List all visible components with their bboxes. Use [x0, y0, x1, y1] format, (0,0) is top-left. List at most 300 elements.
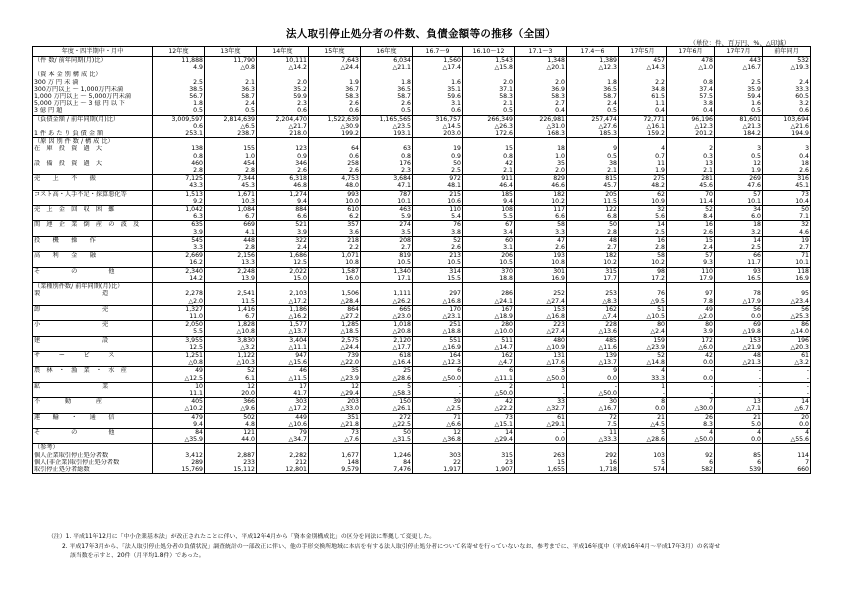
table-cell: 47	[515, 236, 567, 244]
table-cell: △9.5	[619, 298, 667, 306]
table-cell: △14.7	[463, 344, 515, 352]
table-row	[33, 79, 811, 86]
table-cell: 228	[567, 321, 619, 329]
table-cell: 71	[763, 252, 811, 260]
table-cell: 2.5	[619, 229, 667, 237]
table-cell: 41.7	[257, 390, 309, 398]
table-cell: 18.8	[463, 275, 515, 283]
table-cell: 15	[515, 459, 567, 466]
table-cell: 1.9	[309, 79, 361, 86]
table-cell: 6,034	[361, 57, 413, 65]
table-cell: 8	[619, 398, 667, 406]
table-cell: 947	[257, 351, 309, 359]
table-cell	[619, 138, 667, 146]
table-cell: 1,587	[309, 267, 361, 275]
table-cell: △20.8	[361, 328, 413, 336]
table-cell: 2.8	[205, 167, 257, 175]
table-cell: 2,887	[205, 452, 257, 459]
table-cell: 205	[567, 190, 619, 198]
table-cell: 49	[153, 367, 205, 375]
table-cell: 9.2	[153, 198, 205, 206]
table-cell: 884	[257, 206, 309, 214]
table-cell: 215	[413, 190, 463, 198]
table-cell: △15.8	[463, 64, 515, 71]
table-cell: 2.7	[515, 100, 567, 107]
table-cell: 0.9	[413, 153, 463, 160]
table-cell: 303	[413, 452, 463, 459]
row-label: （負債金額 / 前年同期(月)比）	[33, 115, 153, 123]
table-cell: 2.5	[153, 79, 205, 86]
table-cell: 3.8	[413, 229, 463, 237]
table-cell: 58.7	[205, 93, 257, 100]
table-cell: 479	[153, 413, 205, 421]
table-cell: 1,084	[205, 206, 257, 214]
table-cell: 52	[619, 351, 667, 359]
row-label	[33, 421, 153, 429]
table-cell: △17.7	[361, 344, 413, 352]
table-cell: △8.3	[567, 298, 619, 306]
table-cell: 172.6	[463, 130, 515, 138]
table-cell	[205, 138, 257, 146]
table-cell	[153, 283, 205, 291]
table-row	[33, 57, 811, 65]
table-cell: 97	[667, 290, 715, 297]
table-row	[33, 328, 811, 336]
table-cell: △23.0	[361, 313, 413, 321]
table-cell: 0.5	[361, 107, 413, 115]
table-cell: △50.0	[567, 390, 619, 398]
table-cell: 252	[515, 290, 567, 297]
table-cell: 206	[463, 252, 515, 260]
table-cell: 457	[619, 57, 667, 65]
row-label: 取引停止処分者総数	[33, 466, 153, 474]
table-cell: 3.5	[361, 229, 413, 237]
table-cell	[515, 444, 567, 452]
table-cell: 0.5	[715, 107, 763, 115]
table-cell: 911	[463, 175, 515, 183]
table-cell: 739	[309, 351, 361, 359]
table-cell: 7.5	[567, 421, 619, 429]
table-cell: 6	[667, 459, 715, 466]
table-cell: 2.4	[667, 244, 715, 252]
table-cell: 16.9	[515, 275, 567, 283]
table-cell: 10.5	[361, 259, 413, 267]
table-cell: 9	[567, 367, 619, 375]
table-cell: 3.2	[763, 100, 811, 107]
table-cell	[715, 444, 763, 452]
table-cell: 1,522,639	[309, 115, 361, 123]
table-cell: 23	[463, 459, 515, 466]
table-cell: △31.5	[361, 436, 413, 444]
table-cell: 2.7	[361, 244, 413, 252]
table-cell: 7,476	[361, 466, 413, 474]
row-label: 5,000 万円以上 ～ 3 億 円 以 下	[33, 100, 153, 107]
table-cell	[619, 444, 667, 452]
table-cell: 48.1	[413, 182, 463, 190]
table-cell: 9	[567, 145, 619, 152]
table-cell: 35.9	[715, 86, 763, 93]
table-cell: 176	[361, 160, 413, 167]
table-cell: 58.3	[515, 93, 567, 100]
table-cell	[567, 283, 619, 291]
table-cell: 10.0	[309, 198, 361, 206]
table-cell: 665	[361, 305, 413, 313]
header-label: 年度・四半期中・月中	[33, 47, 153, 57]
row-label	[33, 328, 153, 336]
table-cell: 3.4	[463, 229, 515, 237]
table-cell: △17.9	[715, 298, 763, 306]
table-cell	[515, 138, 567, 146]
table-cell: 13	[715, 398, 763, 406]
row-label: サ ー ビ ス	[33, 351, 153, 359]
row-label: 300 万 円 未 満	[33, 79, 153, 86]
table-cell: 218	[309, 236, 361, 244]
table-cell: 167	[463, 305, 515, 313]
table-row	[33, 459, 811, 466]
table-cell: 6.6	[515, 213, 567, 221]
table-cell: 2,814,639	[205, 115, 257, 123]
table-cell: 2,278	[153, 290, 205, 297]
table-cell: 539	[715, 466, 763, 474]
table-cell: 443	[715, 57, 763, 65]
table-cell: △16.7	[567, 405, 619, 413]
table-cell: △32.7	[515, 405, 567, 413]
table-cell: 3.1	[413, 100, 463, 107]
table-cell: △19.3	[763, 64, 811, 71]
header-period: 前年同月	[763, 47, 811, 57]
row-label: 300万円以上 ～ 1,000万円未満	[33, 86, 153, 93]
table-row	[33, 229, 811, 237]
table-cell: 35.1	[413, 86, 463, 93]
table-row	[33, 175, 811, 183]
table-cell: 18	[515, 145, 567, 152]
table-cell: 2,575	[309, 336, 361, 344]
table-cell: 0.4	[763, 153, 811, 160]
table-cell: △24.4	[309, 344, 361, 352]
table-cell: 69	[715, 321, 763, 329]
table-cell: 3	[763, 145, 811, 152]
table-cell: 511	[463, 336, 515, 344]
table-cell: 2.8	[567, 229, 619, 237]
table-cell: 2.4	[257, 244, 309, 252]
table-cell: 76	[619, 290, 667, 297]
table-cell	[715, 138, 763, 146]
table-cell: △10.5	[619, 313, 667, 321]
table-cell: △21.1	[361, 64, 413, 71]
table-cell: 2,103	[257, 290, 309, 297]
table-cell: △7.1	[715, 405, 763, 413]
table-cell: 52	[205, 367, 257, 375]
table-cell	[667, 444, 715, 452]
table-cell: 0.5	[463, 107, 515, 115]
table-cell: △15.1	[463, 421, 515, 429]
table-cell: 35.2	[257, 86, 309, 93]
table-cell: 122	[567, 206, 619, 214]
table-cell	[153, 444, 205, 452]
table-cell: 213	[413, 252, 463, 260]
table-cell: 448	[205, 236, 257, 244]
table-cell: △27.4	[515, 298, 567, 306]
table-cell: 22	[413, 459, 463, 466]
table-cell: -	[715, 382, 763, 390]
table-cell: 1,071	[309, 252, 361, 260]
table-cell	[463, 71, 515, 78]
table-cell: 2.7	[567, 244, 619, 252]
table-cell: 7,344	[205, 175, 257, 183]
footnotes	[48, 533, 828, 562]
row-label: 投 機 操 作	[33, 236, 153, 244]
table-cell: △26.3	[463, 123, 515, 130]
header-period: 17年5月	[619, 47, 667, 57]
table-cell: 3	[715, 145, 763, 152]
table-row	[33, 405, 811, 413]
row-label: 製 造	[33, 290, 153, 297]
table-cell: 9.4	[463, 198, 515, 206]
table-cell: 110	[413, 206, 463, 214]
table-cell: 4.1	[205, 229, 257, 237]
table-cell: 21	[619, 413, 667, 421]
table-cell: 10.2	[619, 259, 667, 267]
table-cell	[413, 283, 463, 291]
table-cell: △14.3	[619, 64, 667, 71]
table-cell: 11.7	[715, 259, 763, 267]
table-cell: 316	[763, 175, 811, 183]
table-cell: △30.0	[667, 405, 715, 413]
table-cell: △19.8	[715, 328, 763, 336]
table-cell: △50.0	[463, 390, 515, 398]
table-cell: 95	[763, 290, 811, 297]
table-cell: 2,022	[257, 267, 309, 275]
table-cell: 199.2	[309, 130, 361, 138]
row-label: そ の 他	[33, 267, 153, 275]
table-cell: 59.4	[715, 93, 763, 100]
table-cell: △13.7	[567, 359, 619, 367]
table-cell	[619, 71, 667, 78]
table-cell: 787	[361, 190, 413, 198]
table-cell: 366	[205, 398, 257, 406]
table-cell: 12	[715, 160, 763, 167]
table-cell: 2,669	[153, 252, 205, 260]
table-cell: 669	[205, 221, 257, 229]
table-cell: 3.9	[667, 328, 715, 336]
table-cell: △7.6	[309, 436, 361, 444]
table-cell: △24.1	[463, 298, 515, 306]
table-cell: △16.7	[715, 64, 763, 71]
table-cell: 212	[257, 459, 309, 466]
table-cell: 43.3	[153, 182, 205, 190]
row-label	[33, 167, 153, 175]
table-cell: △20.1	[515, 64, 567, 71]
table-cell: 0.4	[619, 107, 667, 115]
table-cell: 50	[567, 221, 619, 229]
table-cell: 64	[309, 145, 361, 152]
table-cell	[309, 444, 361, 452]
table-cell: -	[567, 382, 619, 390]
table-cell: 1.8	[361, 79, 413, 86]
table-cell: 35	[515, 160, 567, 167]
table-cell: 93	[715, 267, 763, 275]
table-cell: 272	[361, 413, 413, 421]
table-cell: 351	[309, 413, 361, 421]
table-cell: 10.5	[463, 259, 515, 267]
table-cell: 12.5	[257, 259, 309, 267]
table-cell: 14	[463, 428, 515, 436]
table-cell: 0.4	[515, 107, 567, 115]
table-cell: 56.7	[153, 93, 205, 100]
header-row	[33, 47, 811, 57]
table-row	[33, 236, 811, 244]
table-cell: 63	[361, 145, 413, 152]
table-cell: 172	[667, 336, 715, 344]
table-cell: 9.3	[667, 259, 715, 267]
table-cell: 6.6	[257, 213, 309, 221]
table-cell: 0.6	[309, 107, 361, 115]
table-cell: 3.3	[515, 229, 567, 237]
table-cell: 72,771	[619, 115, 667, 123]
table-row	[33, 466, 811, 474]
table-cell: 11.0	[153, 313, 205, 321]
table-cell: 1,686	[257, 252, 309, 260]
table-cell: 117	[515, 206, 567, 214]
table-cell: 148	[309, 459, 361, 466]
table-cell: △22.2	[463, 405, 515, 413]
table-cell: △27.4	[515, 328, 567, 336]
table-cell: 52	[667, 206, 715, 214]
row-label: （業種別件数/ 前年同期(月)比）	[33, 283, 153, 291]
table-cell: 7	[763, 459, 811, 466]
table-cell: 3,009,597	[153, 115, 205, 123]
table-cell: 42	[667, 351, 715, 359]
table-cell	[667, 71, 715, 78]
table-cell: 2.1	[205, 79, 257, 86]
table-cell: 78	[715, 290, 763, 297]
table-row	[33, 64, 811, 71]
table-row	[33, 259, 811, 267]
table-cell: 6.8	[567, 213, 619, 221]
table-cell: △28.4	[309, 298, 361, 306]
row-label: 設 備 投 資 過 大	[33, 160, 153, 167]
table-cell: 16	[619, 236, 667, 244]
table-cell: △36.8	[413, 436, 463, 444]
table-cell: △0.8	[153, 359, 205, 367]
table-cell: 33.3	[619, 375, 667, 383]
table-cell: 58.7	[361, 93, 413, 100]
table-cell: 2.1	[667, 167, 715, 175]
table-cell: 114	[763, 452, 811, 459]
table-row	[33, 86, 811, 93]
row-label: 不 動 産	[33, 398, 153, 406]
row-label	[33, 64, 153, 71]
table-cell: △2.5	[413, 405, 463, 413]
table-cell: 14	[715, 236, 763, 244]
table-cell: 7	[667, 398, 715, 406]
header-period: 15年度	[309, 47, 361, 57]
table-cell: 16.0	[309, 275, 361, 283]
table-row	[33, 298, 811, 306]
table-cell: 1,042	[153, 206, 205, 214]
header-period: 17年6月	[667, 47, 715, 57]
table-cell: 258	[309, 160, 361, 167]
table-cell: 545	[153, 236, 205, 244]
table-cell: 45.1	[763, 182, 811, 190]
table-cell: 45.7	[567, 182, 619, 190]
table-cell: 405	[153, 398, 205, 406]
table-cell: 10.8	[515, 259, 567, 267]
table-cell: △3.2	[205, 344, 257, 352]
table-cell: 1,907	[463, 466, 515, 474]
table-cell: 81,601	[715, 115, 763, 123]
statistics-table	[32, 46, 811, 474]
table-cell: △21.3	[715, 123, 763, 130]
table-cell: 35	[309, 367, 361, 375]
table-cell: 57	[667, 252, 715, 260]
table-cell: 11.4	[667, 198, 715, 206]
table-cell: 289	[153, 459, 205, 466]
table-cell	[257, 138, 309, 146]
table-cell: 226,981	[515, 115, 567, 123]
table-cell: 79	[257, 428, 309, 436]
table-cell: 1,165,565	[361, 115, 413, 123]
table-cell: 32	[763, 221, 811, 229]
table-cell: 2.4	[763, 79, 811, 86]
table-cell	[361, 444, 413, 452]
table-cell: 6	[463, 367, 515, 375]
table-cell: 1.8	[153, 100, 205, 107]
table-cell: 574	[619, 466, 667, 474]
table-cell: 1	[515, 382, 567, 390]
table-cell: 62	[619, 190, 667, 198]
table-row	[33, 244, 811, 252]
row-label	[33, 123, 153, 130]
table-cell: 2,050	[153, 321, 205, 329]
table-cell: 0.6	[309, 153, 361, 160]
table-cell: 182	[515, 190, 567, 198]
table-cell: 2.6	[763, 167, 811, 175]
table-cell: △23.1	[413, 313, 463, 321]
table-cell: 39	[413, 398, 463, 406]
table-cell: 50	[413, 160, 463, 167]
table-cell: 370	[463, 267, 515, 275]
table-cell: 2.3	[361, 167, 413, 175]
table-cell: △11.5	[257, 375, 309, 383]
table-cell: 184.2	[715, 130, 763, 138]
table-cell: 2,120	[361, 336, 413, 344]
row-label	[33, 313, 153, 321]
table-row	[33, 444, 811, 452]
table-cell: 1.8	[567, 79, 619, 86]
row-label: 1,000 万円以上 ～ 5,000万円未満	[33, 93, 153, 100]
table-cell: 196	[763, 336, 811, 344]
table-cell: 635	[153, 221, 205, 229]
table-cell: 15	[463, 145, 515, 152]
table-cell: 2.8	[205, 244, 257, 252]
table-cell: △2.0	[153, 298, 205, 306]
table-cell: -	[515, 390, 567, 398]
table-cell: 4	[619, 367, 667, 375]
table-cell: 2.1	[567, 167, 619, 175]
row-label: 高 利 金 融	[33, 252, 153, 260]
table-cell: 51	[619, 305, 667, 313]
table-cell: 57.5	[667, 93, 715, 100]
table-row	[33, 436, 811, 444]
table-cell: 12.5	[153, 344, 205, 352]
table-cell: 610	[309, 206, 361, 214]
table-cell: 11	[619, 160, 667, 167]
table-row	[33, 452, 811, 459]
table-cell: 208	[361, 236, 413, 244]
table-cell	[205, 283, 257, 291]
table-cell: 1.0	[515, 153, 567, 160]
